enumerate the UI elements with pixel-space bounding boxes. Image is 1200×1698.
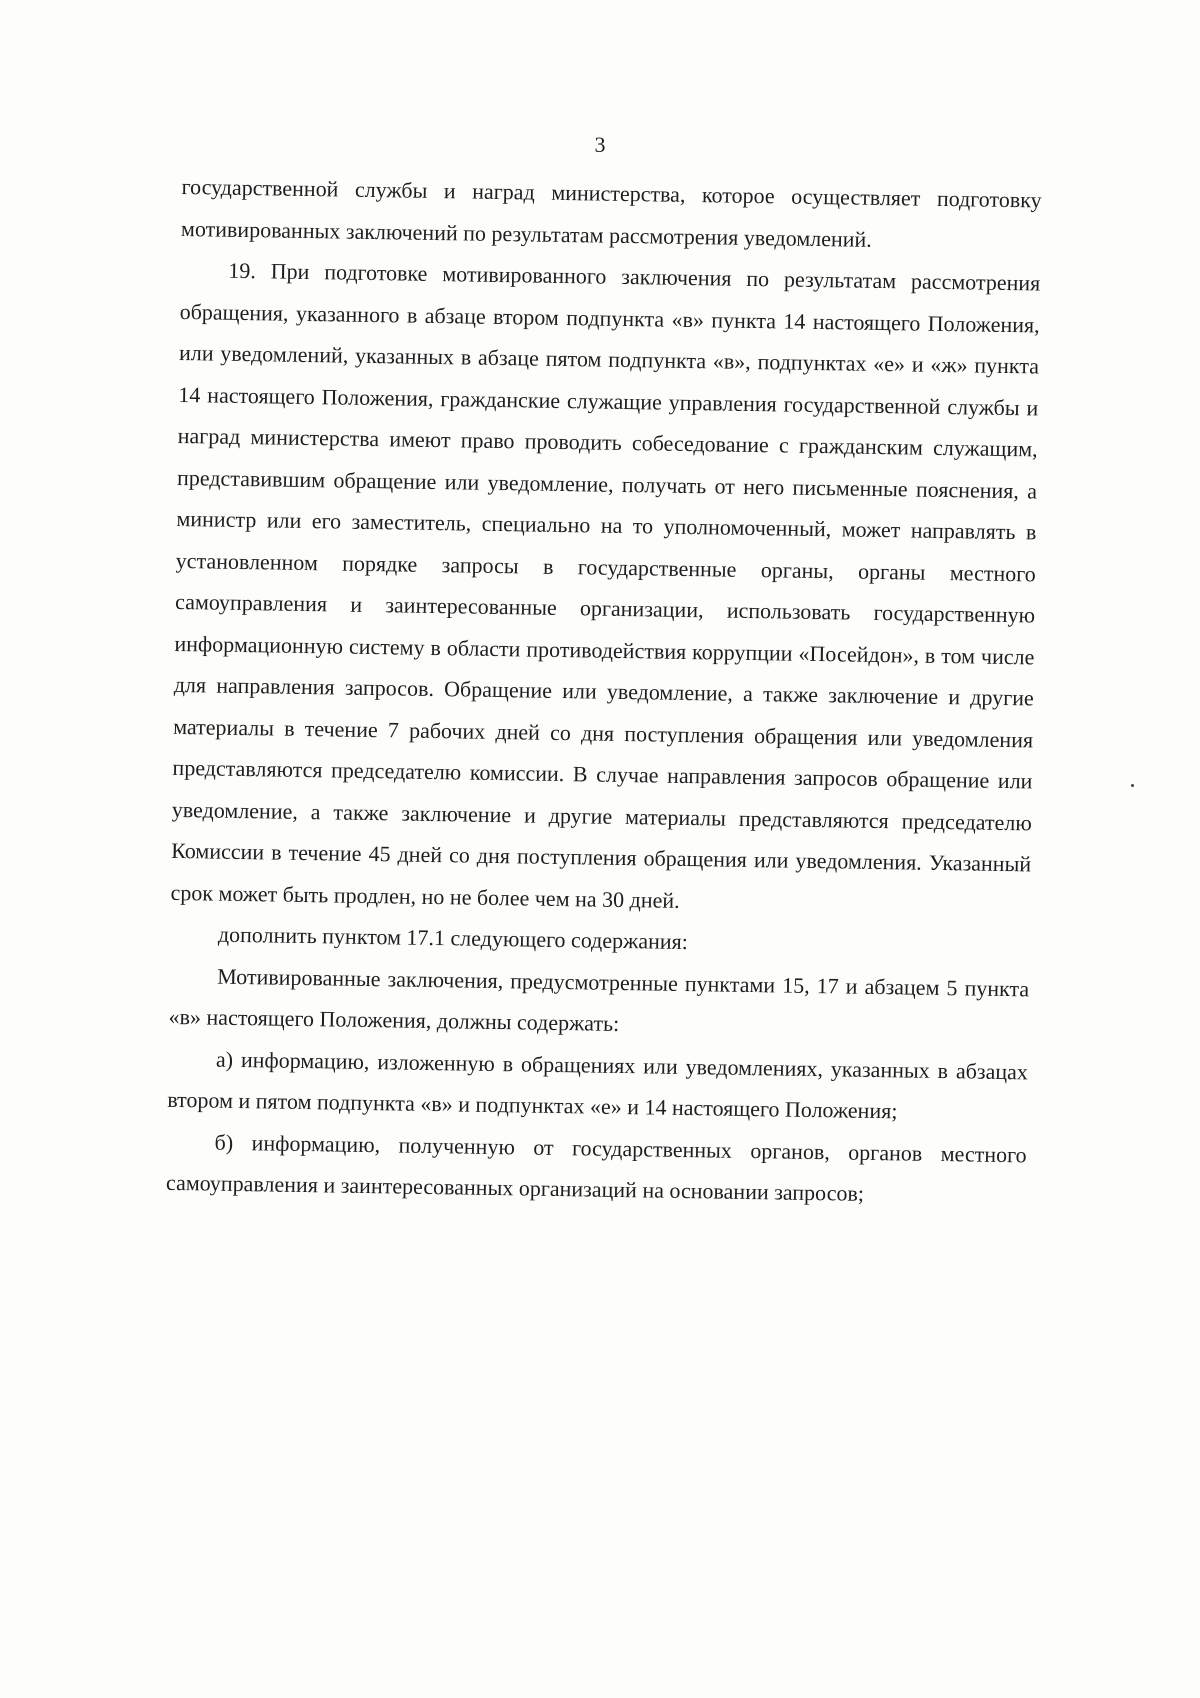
paragraph-subitem-b: б) информацию, полученную от государственных органов, органов местного самоуправления и заинтересованных организаций на основании запросов; bbox=[165, 1129, 1027, 1206]
page-number: 3 bbox=[594, 132, 606, 157]
paragraph-subitem-a: а) информацию, изложенную в обращениях или уведомлениях, указанных в абзацах втором и пятом подпункта «в» и подпунктах «е» и 14 настоящего Положения; bbox=[167, 1046, 1029, 1124]
scan-artifact-dot bbox=[1131, 784, 1134, 787]
paragraph-continuation: государственной службы и наград министерства, которое осуществляет подготовку мотивированных заключений по результатам рассмотрения уведомлений. bbox=[180, 173, 1042, 252]
paragraph-item-19: 19. При подготовке мотивированного заключения по результатам рассмотрения обращения, указанного в абзаце втором подпункта «в» пункта 14 настоящего Положения, или уведомлений, указанных в абзаце пятом подпункта «в», подпунктах «е» и «ж» пункта 14 настоящего Положения, гражданские служащие управления государственной службы и наград министерства имеют право проводить собеседование с гражданским служащим, представившим обращение или уведомление, получать от него письменные пояснения, а министр или его заместитель, специально на то уполномоченный, может направлять в установленном порядке запросы в государственные органы, органы местного самоуправления и заинтересованные организации, использовать государственную информационную систему в области противодействия коррупции «Посейдон», в том числе для направления запросов. Обращение или уведомление, а также заключение и другие материалы в течение 7 рабочих дней со дня поступления обращения или уведомления представляются председателю комиссии. В случае направления запросов обращение или уведомление, а также заключение и другие материалы представляются председателю Комиссии в течение 45 дней со дня поступления обращения или уведомления. Указанный срок может быть продлен, но не более чем на 30 дней. bbox=[170, 257, 1041, 913]
paragraph-amendment-intro: дополнить пунктом 17.1 следующего содержания: bbox=[217, 921, 689, 955]
paragraph-motivated-conclusions: Мотивированные заключения, предусмотренные пунктами 15, 17 и абзацем 5 пункта «в» настоящего Положения, должны содержать: bbox=[168, 963, 1030, 1036]
document-body bbox=[166, 166, 1042, 1217]
